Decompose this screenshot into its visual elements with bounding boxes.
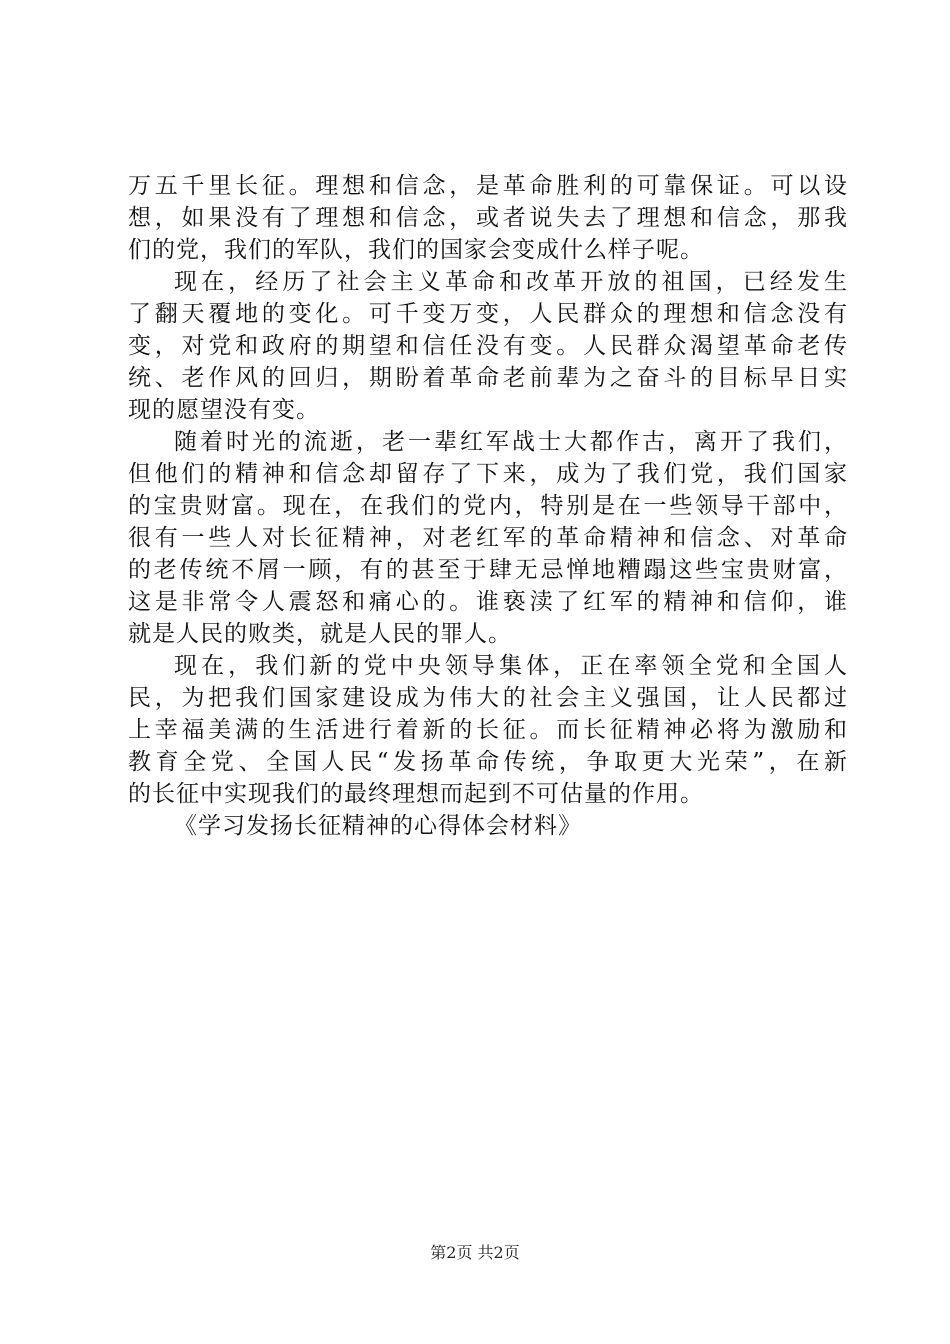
text-line: 变，对党和政府的期望和信任没有变。人民群众渴望革命老传 — [128, 333, 848, 359]
page-footer — [0, 1242, 950, 1264]
text-line: 这是非常令人震怒和痛心的。谁亵渎了红军的精神和信仰，谁 — [128, 589, 848, 615]
text-line: 就是人民的败类，就是人民的罪人。 — [128, 621, 512, 647]
text-line: 现的愿望没有变。 — [128, 397, 320, 423]
text-line: 但他们的精神和信念却留存了下来，成为了我们党，我们国家 — [128, 461, 848, 487]
text-line: 的长征中实现我们的最终理想而起到不可估量的作用。 — [128, 781, 704, 807]
text-line: 很有一些人对长征精神，对老红军的革命精神和信念、对革命 — [128, 525, 848, 551]
text-line: 教育全党、全国人民“发扬革命传统，争取更大光荣”，在新 — [128, 749, 848, 775]
text-line: 了翻天覆地的变化。可千变万变，人民群众的理想和信念没有 — [128, 301, 848, 327]
text-line: 民，为把我们国家建设成为伟大的社会主义强国，让人民都过 — [128, 685, 848, 711]
text-line: 万五千里长征。理想和信念，是革命胜利的可靠保证。可以设 — [128, 173, 848, 199]
text-line: 的老传统不屑一顾，有的甚至于肆无忌惮地糟蹋这些宝贵财富， — [128, 557, 848, 583]
text-line: 上幸福美满的生活进行着新的长征。而长征精神必将为激励和 — [128, 717, 848, 743]
page-number: 第2页 共2页 — [430, 1243, 520, 1262]
body-text — [128, 170, 848, 842]
text-line: 统、老作风的回归，期盼着革命老前辈为之奋斗的目标早日实 — [128, 365, 848, 391]
document-title-line: 《学习发扬长征精神的心得体会材料》 — [174, 813, 582, 839]
text-line: 想，如果没有了理想和信念，或者说失去了理想和信念，那我 — [128, 205, 848, 231]
text-line: 们的党，我们的军队，我们的国家会变成什么样子呢。 — [128, 237, 704, 263]
paragraph-start-line: 现在，经历了社会主义革命和改革开放的祖国，已经发生 — [174, 269, 848, 295]
paragraph-start-line: 随着时光的流逝，老一辈红军战士大都作古，离开了我们， — [174, 429, 848, 455]
text-line: 的宝贵财富。现在，在我们的党内，特别是在一些领导干部中， — [128, 493, 848, 519]
paragraph-start-line: 现在，我们新的党中央领导集体，正在率领全党和全国人 — [174, 653, 848, 679]
